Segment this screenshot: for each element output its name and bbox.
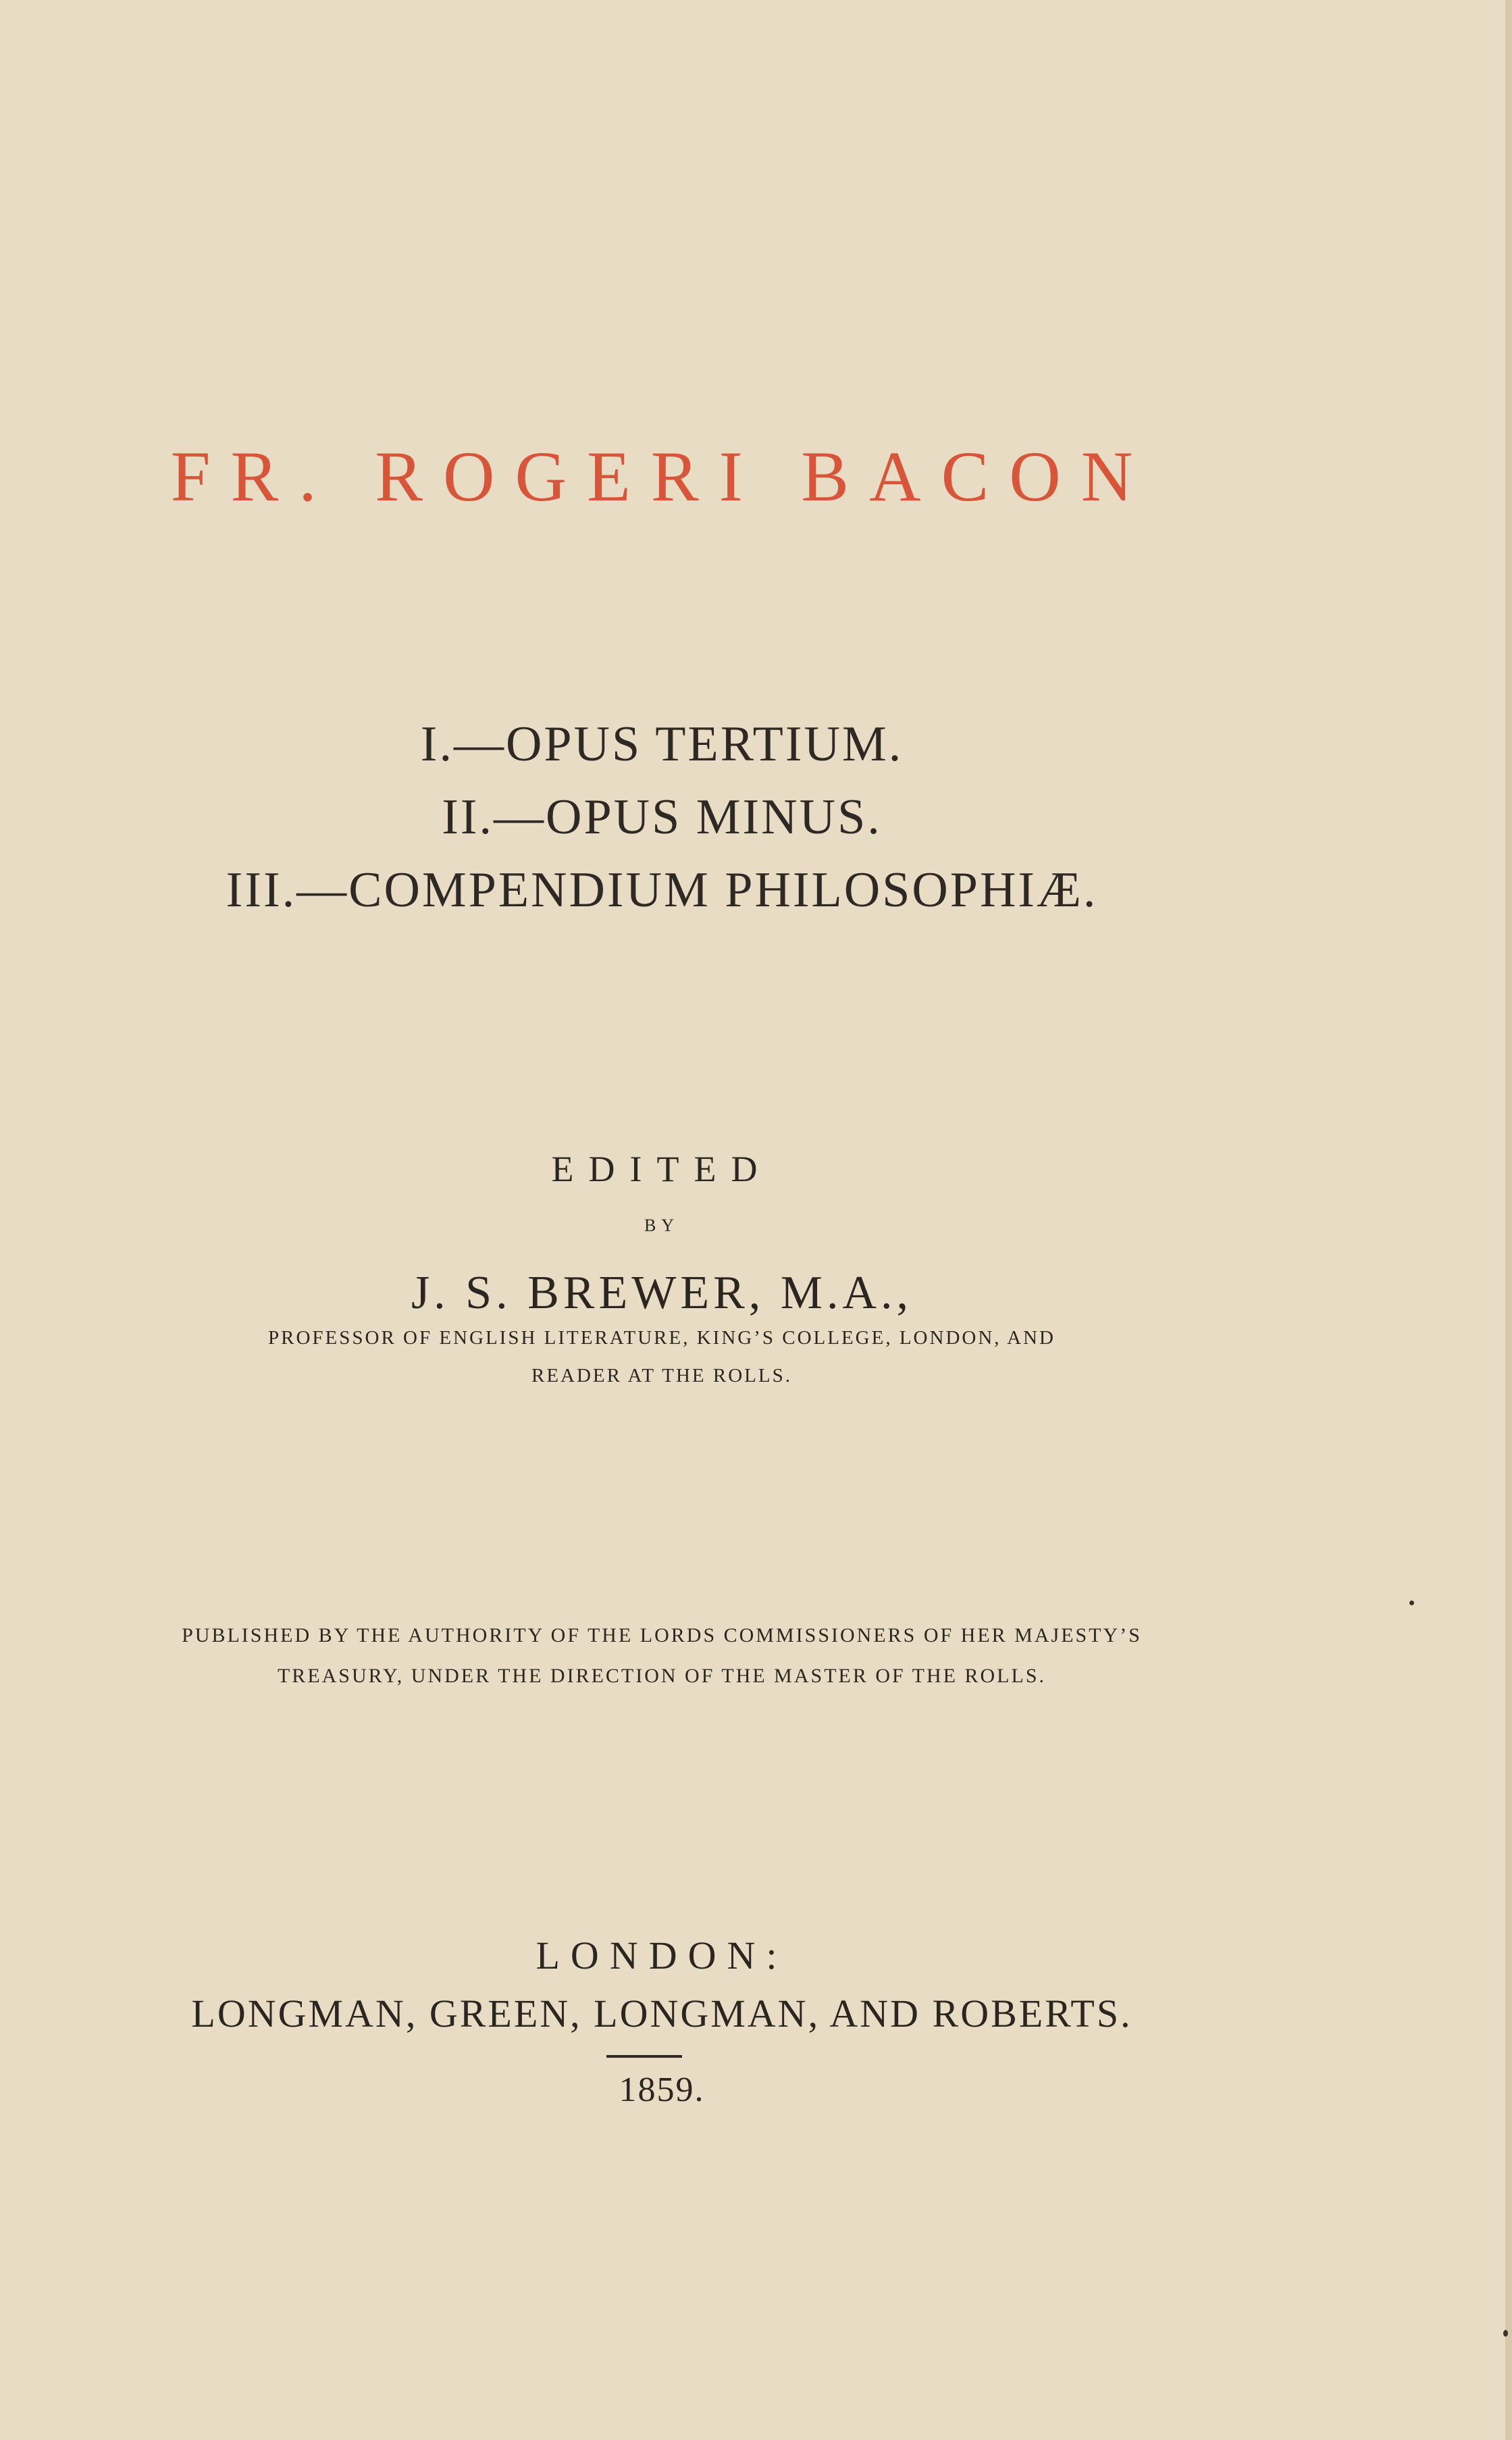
paper-speck <box>1409 1601 1414 1605</box>
year-rule <box>606 2055 682 2058</box>
page-edge <box>1505 0 1512 2440</box>
book-title: FR. ROGERI BACON <box>170 437 1153 516</box>
imprint-publisher: LONGMAN, GREEN, LONGMAN, AND ROBERTS. <box>191 1992 1132 2035</box>
editor-title-line-1: PROFESSOR OF ENGLISH LITERATURE, KING’S COLLEGE, LONDON, AND <box>267 1327 1055 1349</box>
edited-label: EDITED <box>551 1149 773 1189</box>
editor-name: J. S. BREWER, M.A., <box>411 1267 913 1319</box>
contents-item-3: III.—COMPENDIUM PHILOSOPHIÆ. <box>226 862 1098 918</box>
publication-authority-line-1: PUBLISHED BY THE AUTHORITY OF THE LORDS COMMISSIONERS OF HER MAJESTY’S <box>182 1624 1142 1646</box>
imprint-place: LONDON: <box>536 1933 788 1977</box>
paper-speck <box>1503 2330 1508 2337</box>
contents-item-2: II.—OPUS MINUS. <box>442 789 882 845</box>
imprint-year: 1859. <box>619 2071 705 2109</box>
publication-authority-line-2: TREASURY, UNDER THE DIRECTION OF THE MASTER OF THE ROLLS. <box>277 1665 1047 1687</box>
contents-item-1: I.—OPUS TERTIUM. <box>420 717 904 772</box>
by-label: BY <box>644 1216 680 1235</box>
editor-title-line-2: READER AT THE ROLLS. <box>531 1365 792 1386</box>
